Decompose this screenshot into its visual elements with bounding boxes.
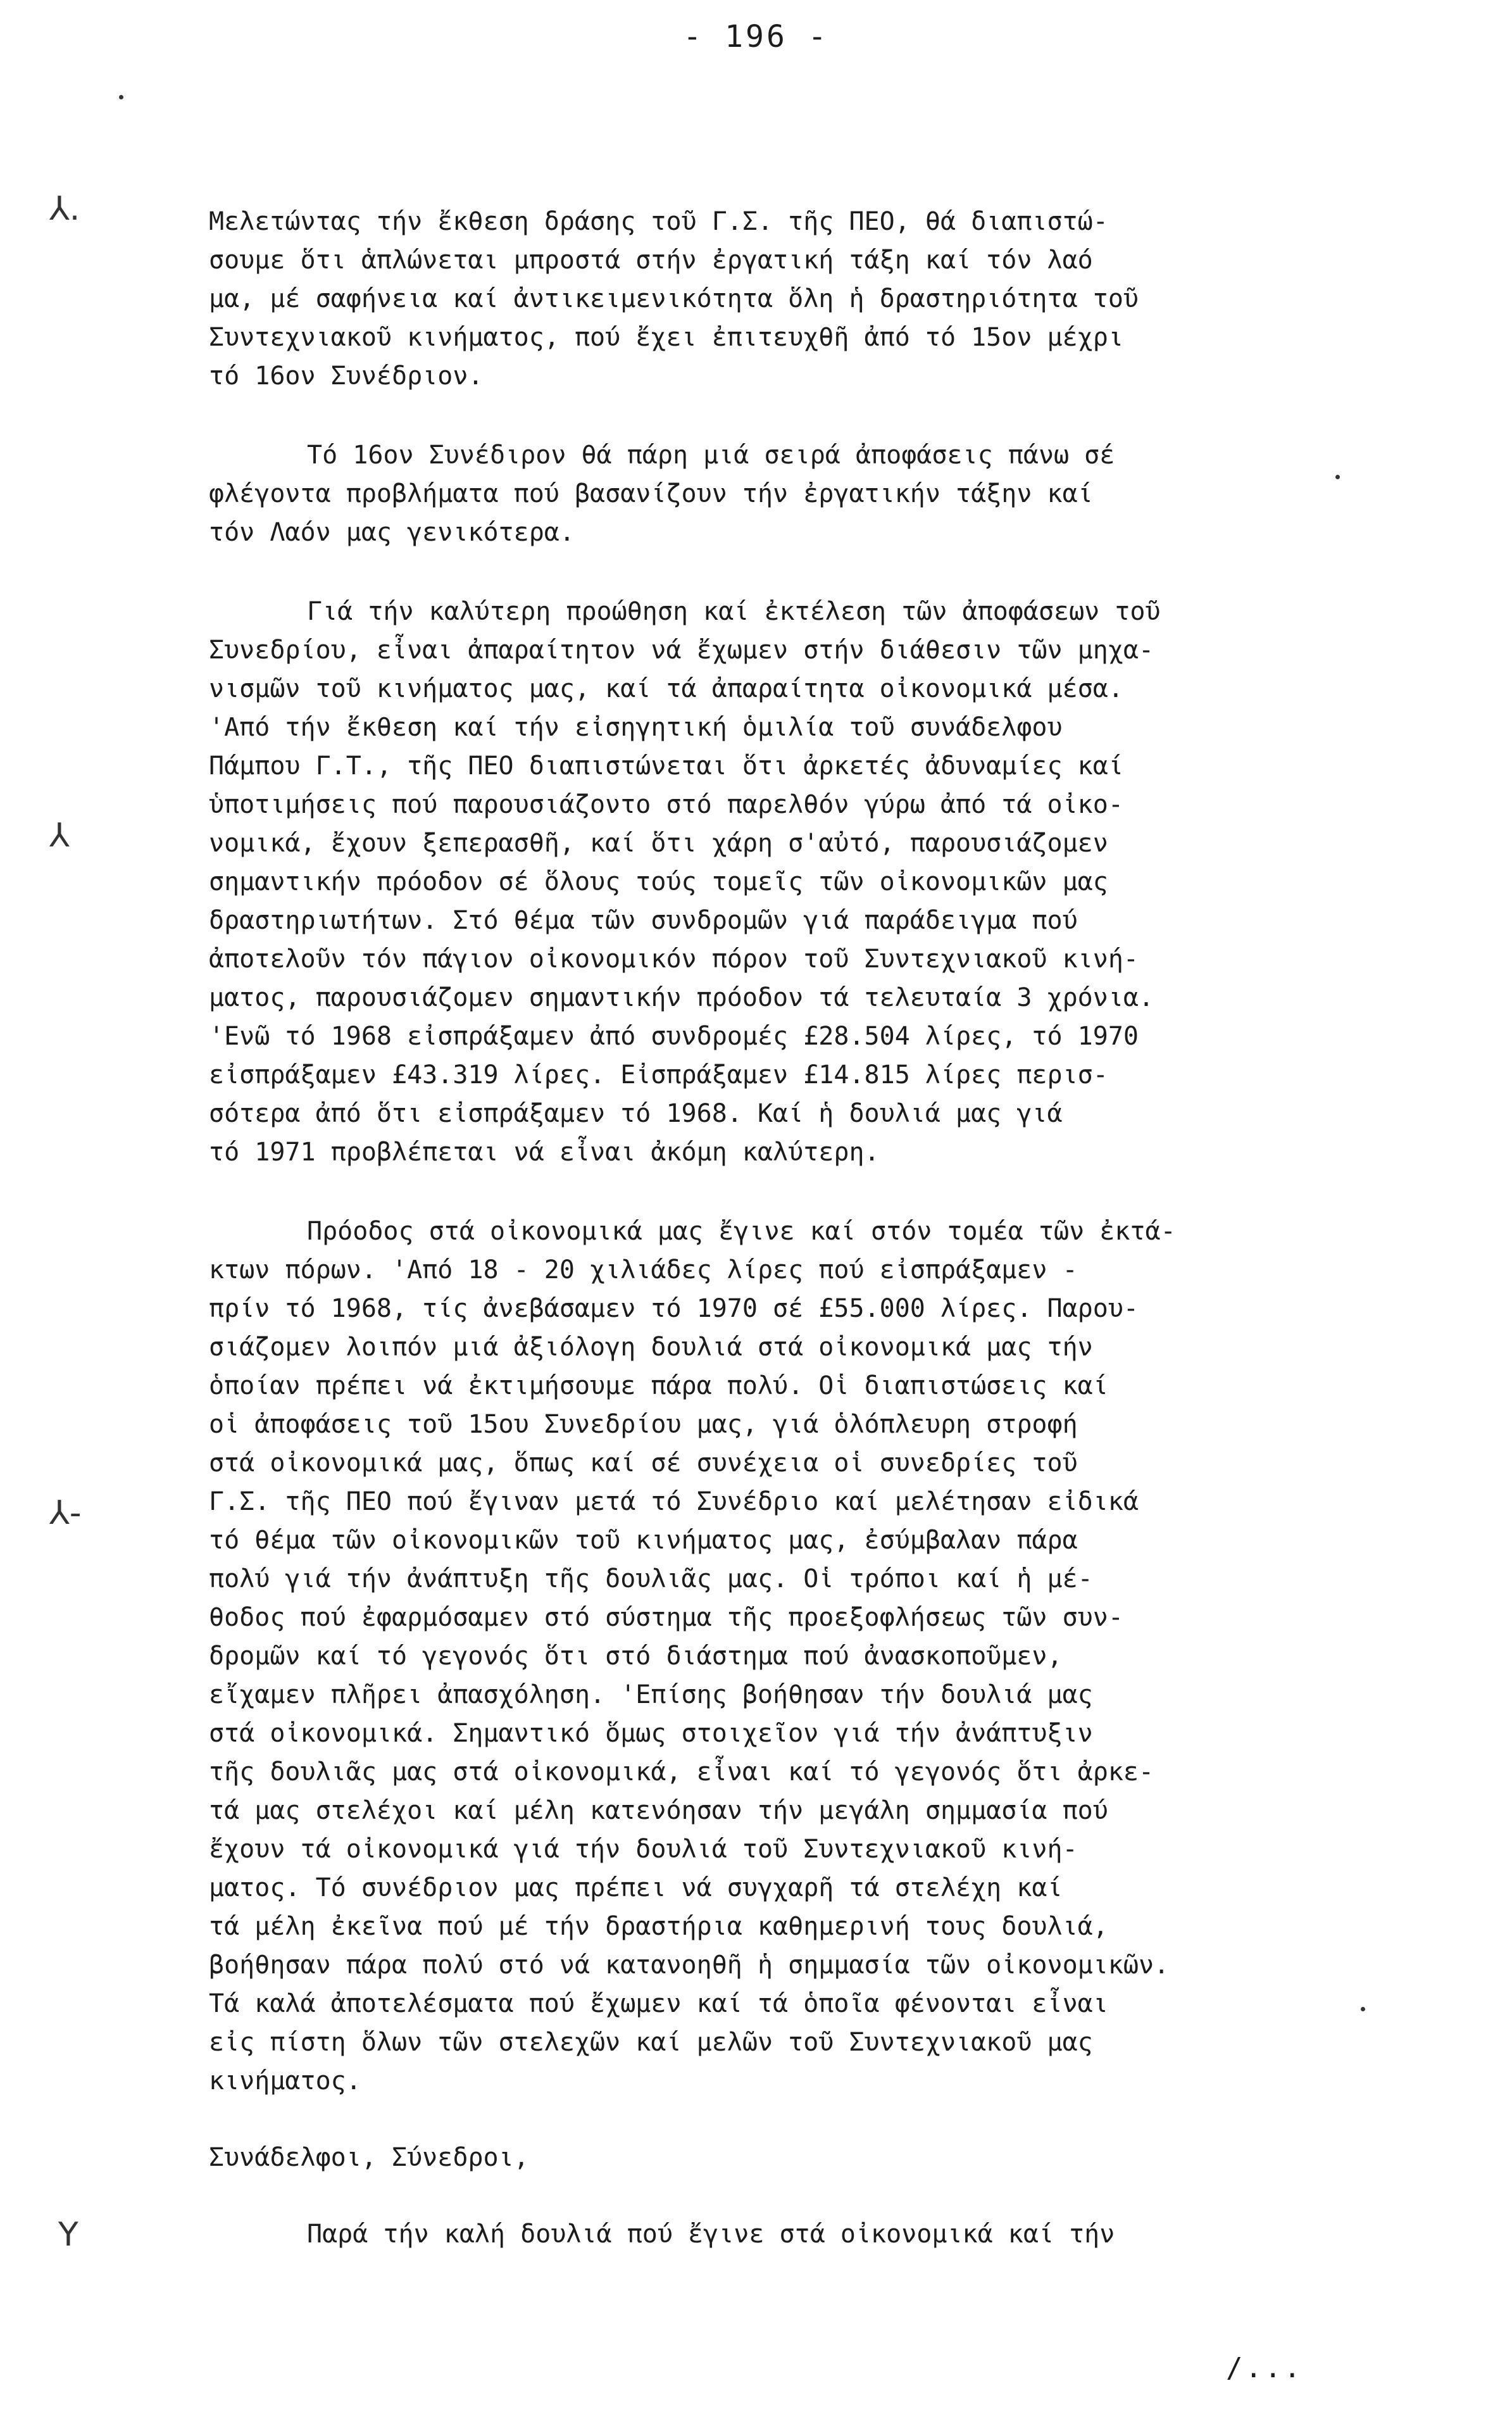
text-line: 'Από τήν ἔκθεση καί τήν εἰσηγητική ὁμιλία τοῦ συνάδελφου (209, 713, 1063, 742)
text-line: Συνεδρίου, εἶναι ἀπαραίτητον νά ἔχωμεν στήν διάθεσιν τῶν μηχα- (209, 636, 1154, 665)
paragraph (209, 203, 1392, 396)
text-line: σιάζομεν λοιπόν μιά ἀξιόλογη δουλιά στά οἰκονομικά μας τήν (209, 1333, 1093, 1362)
text-line: νομικά, ἔχουν ξεπερασθῆ, καί ὅτι χάρη σ'αὐτό, παρουσιάζομεν (209, 829, 1108, 858)
text-line: Τά καλά ἀποτελέσματα πού ἔχωμεν καί τά ὁποῖα φένονται εἶναι (209, 1989, 1108, 2018)
text-line: σουμε ὅτι ἁπλώνεται μπροστά στήν ἐργατική τάξη καί τόν λαό (209, 246, 1093, 275)
text-line: νισμῶν τοῦ κινήματος μας, καί τά ἀπαραίτητα οἰκονομικά μέσα. (209, 674, 1123, 703)
text-line: τό θέμα τῶν οἰκονομικῶν τοῦ κινήματος μας, ἐσύμβαλαν πάρα (209, 1526, 1078, 1555)
text-line: δρομῶν καί τό γεγονός ὅτι στό διάστημα πού ἀνασκοποῦμεν, (209, 1642, 1063, 1671)
text-line: ματος, παρουσιάζομεν σημαντικήν πρόοδον τά τελευταία 3 χρόνια. (209, 983, 1154, 1012)
margin-mark-1: ⅄. (49, 190, 80, 228)
margin-mark-3: ⅄- (49, 1494, 82, 1532)
text-line: ὁποίαν πρέπει νά ἐκτιμήσουμε πάρα πολύ. Οἱ διαπιστώσεις καί (209, 1371, 1108, 1400)
text-line: ὑποτιμήσεις πού παρουσιάζοντο στό παρελθόν γύρω ἀπό τά οἰκο- (209, 790, 1123, 819)
text-line: κτων πόρων. 'Από 18 - 20 χιλιάδες λίρες πού εἰσπράξαμεν - (209, 1255, 1078, 1285)
stray-mark (119, 95, 123, 99)
text-line: κινήματος. (209, 2066, 361, 2096)
text-line: Πάμπου Γ.Τ., τῆς ΠΕΟ διαπιστώνεται ὅτι ἀρκετές ἀδυναμίες καί (209, 751, 1123, 781)
text-line: μα, μέ σαφήνεια καί ἀντικειμενικότητα ὅλη ἡ δραστηριότητα τοῦ (209, 284, 1139, 313)
paragraph (209, 436, 1392, 552)
text-line: τῆς δουλιᾶς μας στά οἰκονομικά, εἶναι καί τό γεγονός ὅτι ἀρκε- (209, 1757, 1154, 1787)
text-line: ἀποτελοῦν τόν πάγιον οἰκονομικόν πόρον τοῦ Συντεχνιακοῦ κινή- (209, 945, 1139, 974)
paragraph (209, 1212, 1392, 2101)
text-line: σημαντικήν πρόοδον σέ ὅλους τούς τομεῖς τῶν οἰκονομικῶν μας (209, 867, 1108, 896)
margin-mark-2: ⅄ (49, 817, 70, 855)
text-line: Γιά τήν καλύτερη προώθηση καί ἐκτέλεση τῶν ἀποφάσεων τοῦ (307, 597, 1161, 626)
text-line: πολύ γιά τήν ἀνάπτυξη τῆς δουλιᾶς μας. Οἱ τρόποι καί ἡ μέ- (209, 1564, 1093, 1593)
text-line: τόν Λαόν μας γενικότερα. (209, 518, 575, 547)
paragraphs-container (209, 203, 1392, 2101)
text-line: ἔχουν τά οἰκονομικά γιά τήν δουλιά τοῦ Συντεχνιακοῦ κινή- (209, 1835, 1078, 1864)
text-line: εἰσπράξαμεν £43.319 λίρες. Εἰσπράξαμεν £14.815 λίρες περισ- (209, 1060, 1108, 1090)
text-line: σότερα ἀπό ὅτι εἰσπράξαμεν τό 1968. Καί ἡ δουλιά μας γιά (209, 1099, 1063, 1128)
text-line: εἴχαμεν πλῆρει ἀπασχόληση. 'Επίσης βοήθησαν τήν δουλιά μας (209, 1680, 1093, 1709)
text-line: τό 1971 προβλέπεται νά εἶναι ἀκόμη καλύτερη. (209, 1138, 880, 1167)
salutation: Συνάδελφοι, Σύνεδροι, (209, 2143, 529, 2172)
continuation-mark: /... (1226, 2352, 1303, 2384)
text-line: Μελετώντας τήν ἔκθεση δράσης τοῦ Γ.Σ. τῆς ΠΕΟ, θά διαπιστώ- (209, 207, 1108, 236)
text-line: τά μέλη ἐκεῖνα πού μέ τήν δραστήρια καθημερινή τους δουλιά, (209, 1912, 1108, 1941)
text-line: Τό 16ον Συνέδιρον θά πάρη μιά σειρά ἀποφάσεις πάνω σέ (307, 441, 1115, 470)
final-line: Παρά τήν καλή δουλιά πού ἔγινε στά οἰκονομικά καί τήν (307, 2220, 1115, 2249)
text-line: βοήθησαν πάρα πολύ στό νά κατανοηθῆ ἡ σημμασία τῶν οἰκονομικῶν. (209, 1951, 1170, 1980)
text-line: τό 16ον Συνέδριον. (209, 361, 484, 391)
text-line: ματος. Τό συνέδριον μας πρέπει νά συγχαρῆ τά στελέχη καί (209, 1873, 1063, 1902)
text-line: φλέγοντα προβλήματα πού βασανίζουν τήν ἐργατικήν τάξην καί (209, 479, 1093, 508)
text-line: οἱ ἀποφάσεις τοῦ 15ου Συνεδρίου μας, γιά ὁλόπλευρη στροφή (209, 1410, 1078, 1439)
text-line: Συντεχνιακοῦ κινήματος, πού ἔχει ἐπιτευχθῆ ἀπό τό 15ον μέχρι (209, 323, 1123, 352)
text-line: 'Ενῶ τό 1968 εἰσπράξαμεν ἀπό συνδρομές £28.504 λίρες, τό 1970 (209, 1022, 1139, 1051)
text-line: εἰς πίστη ὅλων τῶν στελεχῶν καί μελῶν τοῦ Συντεχνιακοῦ μας (209, 2028, 1093, 2057)
text-line: στά οἰκονομικά. Σημαντικό ὅμως στοιχεῖον γιά τήν ἀνάπτυξιν (209, 1719, 1093, 1748)
paragraph (209, 593, 1392, 1172)
text-line: Γ.Σ. τῆς ΠΕΟ πού ἔγιναν μετά τό Συνέδριο καί μελέτησαν εἰδικά (209, 1487, 1139, 1516)
text-line: θοδος πού ἐφαρμόσαμεν στό σύστημα τῆς προεξοφλήσεως τῶν συν- (209, 1603, 1123, 1632)
text-line: Πρόοδος στά οἰκονομικά μας ἔγινε καί στόν τομέα τῶν ἐκτά- (307, 1217, 1176, 1246)
text-line: στά οἰκονομικά μας, ὅπως καί σέ συνέχεια οἱ συνεδρίες τοῦ (209, 1449, 1078, 1478)
text-line: πρίν τό 1968, τίς ἀνεβάσαμεν τό 1970 σέ £55.000 λίρες. Παρου- (209, 1294, 1139, 1323)
page-number: - 196 - (683, 19, 829, 54)
document-body (209, 203, 1392, 2254)
text-line: τά μας στελέχοι καί μέλη κατενόησαν τήν μεγάλη σημμασία πού (209, 1796, 1108, 1825)
margin-mark-4: Y (58, 2216, 78, 2254)
text-line: δραστηριωτήτων. Στό θέμα τῶν συνδρομῶν γιά παράδειγμα πού (209, 906, 1078, 935)
